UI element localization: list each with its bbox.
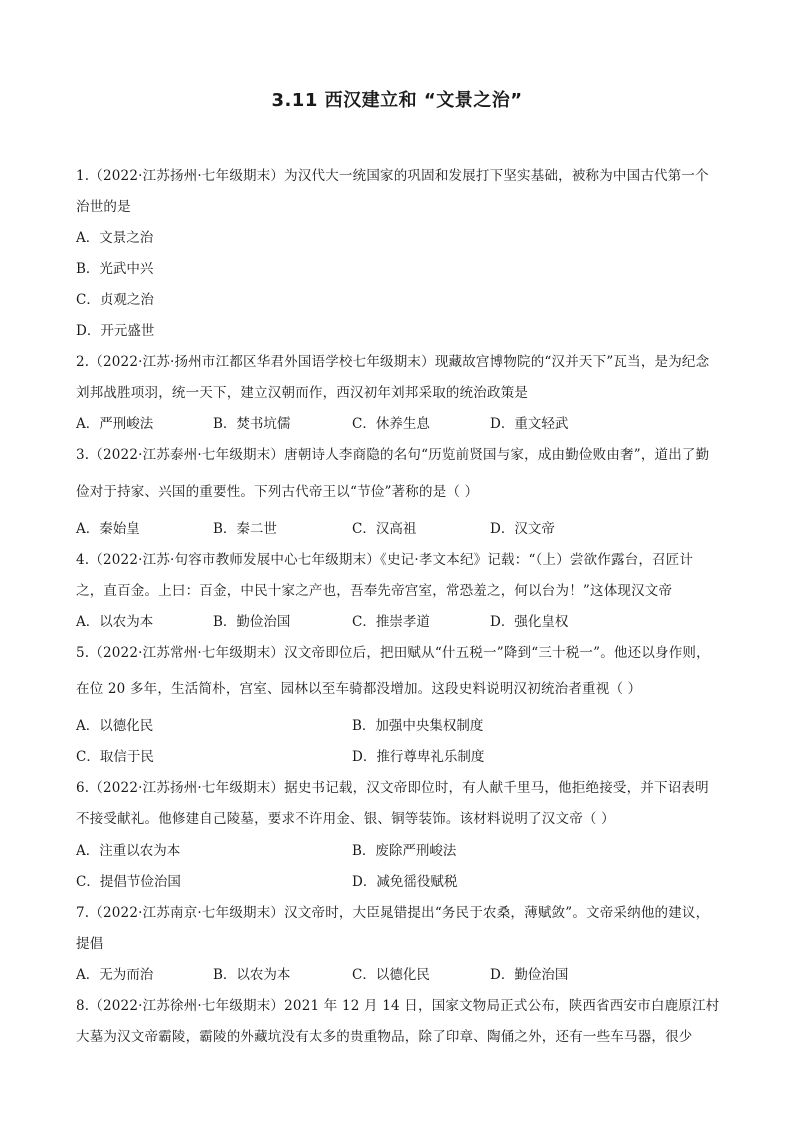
question-3-line-1: 3.（2022·江苏泰州·七年级期末）唐朝诗人李商隐的名句“历览前贤国与家，成由勤俭败由奢”，道出了勤 — [76, 447, 710, 463]
question-6-option-b: B．废除严刑峻法 — [352, 843, 457, 859]
question-3-option-c: C．汉高祖 — [352, 521, 417, 537]
question-6-option-d: D．减免徭役赋税 — [352, 874, 458, 890]
question-4-option-d: D．强化皇权 — [490, 614, 569, 630]
question-4-line-2: 之，直百金。上曰：百金，中民十家之产也，吾奉先帝宫室，常恐羞之，何以台为！”这体现汉文帝 — [76, 583, 673, 599]
page-title: 3.11 西汉建立和 “文景之治” — [271, 90, 523, 111]
question-6-line-1: 6.（2022·江苏扬州·七年级期末）据史书记载，汉文帝即位时，有人献千里马，他拒绝接受，并下诏表明 — [76, 780, 709, 796]
question-4-option-a: A．以农为本 — [76, 614, 154, 630]
question-5-line-2: 在位 20 多年，生活简朴，宫室、园林以至车骑都没增加。这段史料说明汉初统治者重视（ ） — [76, 681, 642, 697]
question-1-option-b: B．光武中兴 — [76, 261, 154, 277]
question-2-option-c: C．休养生息 — [352, 416, 430, 432]
question-2-option-a: A．严刑峻法 — [76, 416, 154, 432]
question-3-line-2: 俭对于持家、兴国的重要性。下列古代帝王以“节俭”著称的是（ ） — [76, 484, 479, 500]
question-7-option-d: D．勤俭治国 — [490, 967, 569, 983]
question-1-line-1: 1.（2022·江苏扬州·七年级期末）为汉代大一统国家的巩固和发展打下坚实基础，被称为中国古代第一个 — [76, 168, 709, 184]
question-2-line-1: 2.（2022·江苏·扬州市江都区华君外国语学校七年级期末）现藏故宫博物院的“汉并天下”瓦当，是为纪念 — [76, 354, 710, 370]
question-1-option-a: A．文景之治 — [76, 230, 154, 246]
question-3-option-a: A．秦始皇 — [76, 521, 140, 537]
question-5-option-c: C．取信于民 — [76, 749, 154, 765]
question-1-option-c: C．贞观之治 — [76, 292, 154, 308]
question-6-option-a: A．注重以农为本 — [76, 843, 181, 859]
question-4-option-b: B．勤俭治国 — [213, 614, 291, 630]
question-4-line-1: 4.（2022·江苏·句容市教师发展中心七年级期末）《史记·孝文本纪》记载：“（上）尝欲作露台，召匠计 — [76, 552, 694, 568]
question-8-line-1: 8.（2022·江苏徐州·七年级期末）2021 年 12 月 14 日，国家文物局正式公布，陕西省西安市白鹿原江村 — [76, 998, 720, 1014]
question-6-option-c: C．提倡节俭治国 — [76, 874, 181, 890]
question-5-option-d: D．推行尊卑礼乐制度 — [352, 749, 485, 765]
question-1-line-2: 治世的是 — [76, 199, 131, 215]
question-6-line-2: 不接受献礼。他修建自己陵墓，要求不许用金、银、铜等装饰。该材料说明了汉文帝（ ） — [76, 811, 615, 827]
question-5-option-a: A．以德化民 — [76, 718, 154, 734]
question-2-option-b: B．焚书坑儒 — [213, 416, 291, 432]
question-5-line-1: 5.（2022·江苏常州·七年级期末）汉文帝即位后，把田赋从“什五税一”降到“三十税一”。他还以身作则， — [76, 645, 710, 661]
question-7-line-1: 7.（2022·江苏南京·七年级期末）汉文帝时，大臣晁错提出“务民于农桑，薄赋敛”。文帝采纳他的建议， — [76, 905, 710, 921]
question-1-option-d: D．开元盛世 — [76, 323, 155, 339]
question-7-option-b: B．以农为本 — [213, 967, 291, 983]
question-7-option-a: A．无为而治 — [76, 967, 154, 983]
question-4-option-c: C．推崇孝道 — [352, 614, 430, 630]
question-3-option-d: D．汉文帝 — [490, 521, 555, 537]
question-7-option-c: C．以德化民 — [352, 967, 430, 983]
question-2-option-d: D．重文轻武 — [490, 416, 569, 432]
question-7-line-2: 提倡 — [76, 936, 104, 952]
question-5-option-b: B．加强中央集权制度 — [352, 718, 484, 734]
question-3-option-b: B．秦二世 — [213, 521, 277, 537]
question-8-line-2: 大墓为汉文帝霸陵，霸陵的外藏坑没有太多的贵重物品，除了印章、陶俑之外，还有一些车马器，很少 — [76, 1029, 693, 1045]
question-2-line-2: 刘邦战胜项羽，统一天下，建立汉朝而作，西汉初年刘邦采取的统治政策是 — [76, 385, 529, 401]
